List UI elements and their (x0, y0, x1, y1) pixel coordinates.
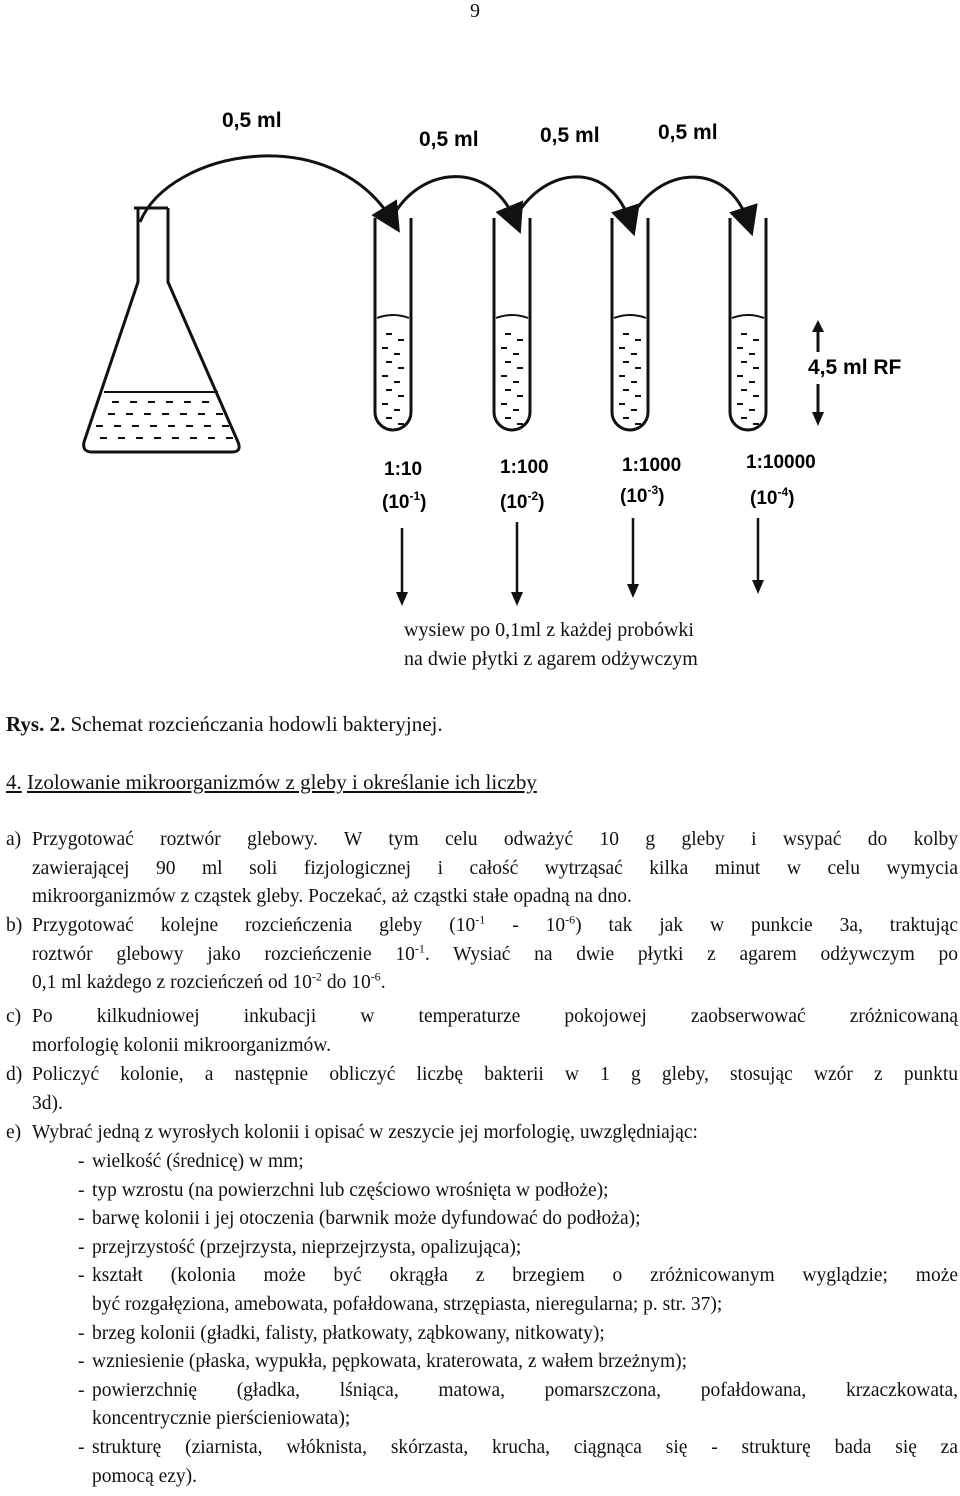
list-item: - wzniesienie (płaska, wypukła, pępkowata, kraterowata, z wałem brzeżnym); (78, 1351, 688, 1373)
caption-text: Schemat rozcieńczania hodowli bakteryjnej. (65, 712, 443, 736)
morphology-list (78, 1148, 958, 1491)
step-b: b) Przygotować kolejne rozcieńczenia gleby $(10^{-1} - 10^{-6})$ tak jak w punkcie 3a, traktując roztwór glebowy jako rozcieńczenie $10^{-1}$. Wysiać na dwie płytki z agarem odżywczym po 0,1 ml każdego z rozcieńczeń od $10^{-2}$ do $10^{-6}$. (6, 912, 958, 994)
step-d: d) Policzyć kolonie, a następnie obliczyć liczbę bakterii w 1 g gleby, stosując wzór z punktu 3d). (6, 1064, 958, 1114)
figure-caption (6, 712, 443, 737)
test-tube (375, 218, 411, 430)
list-item: - wielkość (średnicę) w mm; (78, 1151, 304, 1172)
list-item: - strukturę (ziarnista, włóknista, skórzasta, krucha, ciągnąca się - strukturę bada się za pomocą ezy). (78, 1436, 958, 1487)
dilution-diagram (0, 0, 960, 640)
svg-text:1:100: 1:100 (500, 457, 549, 478)
dilution-label-4 (746, 452, 816, 509)
svg-text:1:10: 1:10 (384, 459, 423, 480)
svg-text:(10-1): $(10^{-1})$ (382, 489, 427, 513)
rf-label: 4,5 ml RF (808, 356, 902, 379)
section-title: Izolowanie mikroorganizmów z gleby i określanie ich liczby (27, 770, 537, 794)
test-tube (730, 218, 766, 430)
transfer-label: 0,5 ml (222, 109, 282, 132)
step-c: c) Po kilkudniowej inkubacji w temperaturze pokojowej zaobserwować zróżnicowaną morfologię kolonii mikroorganizmów. (6, 1006, 958, 1056)
transfer-arrow-2 (392, 177, 515, 220)
list-item: - barwę kolonii i jej otoczenia (barwnik może dyfundować do podłoża); (78, 1208, 641, 1230)
plating-arrows (396, 518, 764, 606)
list-item: - kształt (kolonia może być okrągła z brzegiem o zróżnicowanym wyglądzie; może być rozgałęziona, amebowata, pofałdowana, strzępiasta, nieregularna; p. str. 37); (78, 1265, 958, 1315)
transfer-arrow-3 (515, 177, 630, 222)
transfer-label: 0,5 ml (540, 124, 600, 147)
test-tube (494, 218, 530, 430)
svg-text:(10-3): $(10^{-3})$ (620, 483, 665, 507)
plating-note: wysiew po 0,1ml z każdej probówki na dwie płytki z agarem odżywczym (404, 619, 698, 670)
svg-text:(10-4): $(10^{-4})$ (750, 485, 795, 509)
erlenmeyer-flask (84, 208, 239, 452)
dilution-label-1 (382, 459, 426, 513)
list-item: - przejrzystość (przejrzysta, nieprzejrzysta, opalizująca); (78, 1236, 522, 1258)
transfer-label: 0,5 ml (658, 121, 718, 144)
dilution-label-3 (620, 455, 681, 507)
dilution-label-2 (500, 457, 549, 513)
section-heading (6, 770, 537, 795)
caption-label: Rys. 2. (6, 712, 66, 736)
section-number: 4. (6, 770, 22, 794)
transfer-label: 0,5 ml (419, 128, 479, 151)
page-number: 9 (470, 0, 480, 22)
test-tube (612, 218, 648, 430)
svg-text:1:1000: 1:1000 (622, 455, 682, 476)
transfer-arrow-1 (140, 156, 392, 222)
list-item: - typ wzrostu (na powierzchni lub częściowo wrośnięta w podłoże); (78, 1179, 609, 1201)
list-item: - brzeg kolonii (gładki, falisty, płatkowaty, ząbkowany, nitkowaty); (78, 1322, 605, 1344)
svg-text:1:10000: 1:10000 (746, 452, 816, 473)
transfer-arrow-4 (630, 177, 748, 222)
rf-volume-indicator (808, 320, 902, 426)
step-e: e) Wybrać jedną z wyrosłych kolonii i opisać w zeszycie jej morfologię, uwzględniając: (6, 1122, 698, 1143)
svg-text:(10-2): $(10^{-2})$ (500, 489, 545, 513)
step-a: a) Przygotować roztwór glebowy. W tym celu odważyć 10 g gleby i wsypać do kolby zawierającej 90 ml soli fizjologicznej i całość wytrząsać kilka minut w celu wymycia mikroorganizmów z cząstek gleby. Poczekać, aż cząstki stałe opadną na dno. (6, 829, 958, 908)
list-item: - powierzchnię (gładka, lśniąca, matowa, pomarszczona, pofałdowana, krzaczkowata, koncentrycznie pierścieniowata); (78, 1379, 958, 1430)
